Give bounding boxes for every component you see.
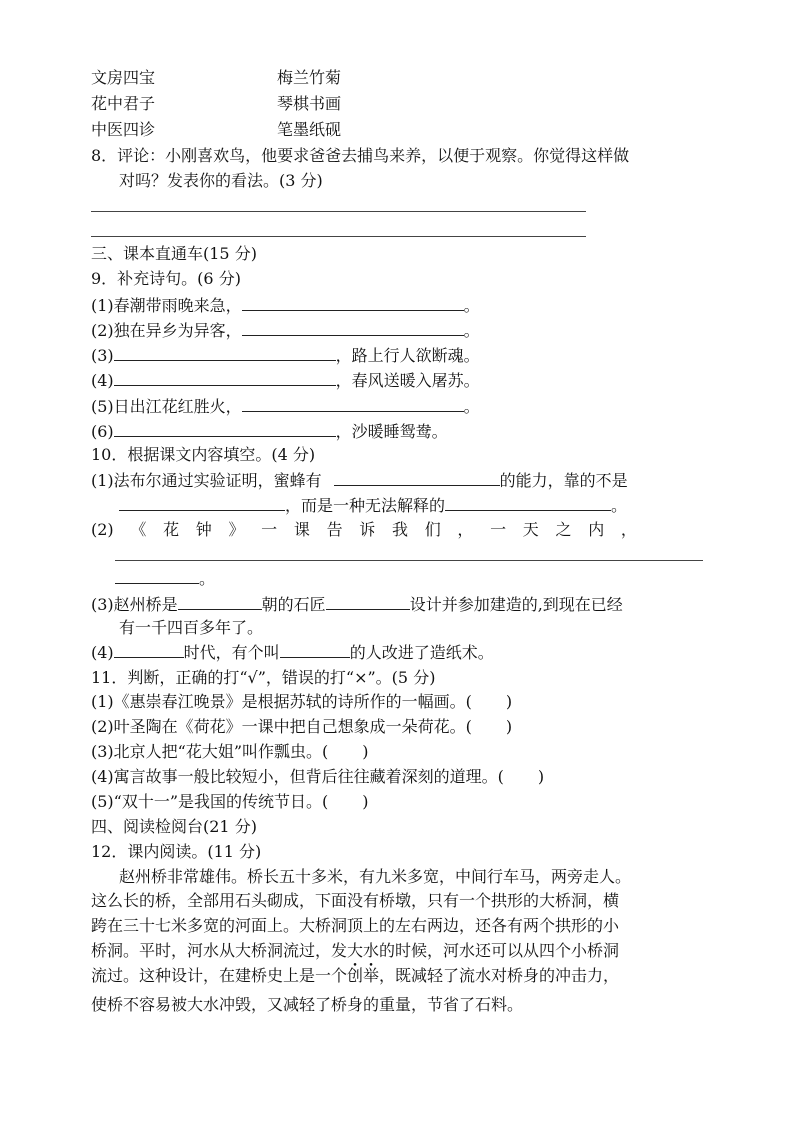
q11-title: 11．判断，正确的打“√”，错误的打“×”。(5 分) — [91, 668, 436, 687]
q8-line1: 8．评论：小刚喜欢鸟，他要求爸爸去捕鸟来养，以便于观察。你觉得这样做 — [91, 146, 630, 165]
section-4-heading: 四、阅读检阅台(21 分) — [91, 817, 257, 836]
q9-item-3: (3) ，路上行人欲断魂。 — [91, 343, 480, 368]
q10-item-3-cont: 有一千四百多年了。 — [119, 618, 264, 637]
passage-line: 跨在三十七米多宽的河面上。大桥洞顶上的左右两边，还各有两个拱形的小 — [91, 916, 620, 935]
match-row — [91, 66, 342, 90]
match-left: 中医四诊 — [91, 120, 156, 139]
q9-title: 9．补充诗句。(6 分) — [91, 269, 241, 288]
passage-line: 流过。这种设计，在建桥史上是一个创举，既减轻了流水对桥身的冲击力， — [91, 966, 620, 985]
fill-blank[interactable] — [114, 343, 336, 361]
passage-line: 这么长的桥，全部用石头砌成，下面没有桥墩，只有一个拱形的大桥洞，横 — [91, 891, 620, 910]
fill-blank[interactable] — [114, 640, 184, 658]
fill-blank[interactable] — [242, 293, 464, 311]
q10-item-3: (3)赵州桥是 朝的石匠 设计并参加建造的,到现在已经 — [91, 592, 623, 617]
passage-line: 赵州桥非常雄伟。桥长五十多米，有九米多宽，中间行车马，两旁走人。 — [119, 867, 632, 886]
q10-item-2: (2) 《 花 钟 》 一 课 告 诉 我 们 ， 一 天 之 内 ， — [91, 520, 637, 539]
match-left: 文房四宝 — [91, 68, 156, 87]
q9-item-5: (5)日出江花红胜火， 。 — [91, 394, 480, 419]
q10-item-1: (1)法布尔通过实验证明，蜜蜂有 的能力，靠的不是 — [91, 468, 628, 493]
q9-item-4: (4) ，春风送暖入屠苏。 — [91, 368, 480, 393]
section-3-heading: 三、课本直通车(15 分) — [91, 244, 257, 263]
q9-item-2: (2)独在异乡为异客， 。 — [91, 318, 480, 343]
passage-line: 桥洞。平时，河水从大桥洞流过，发大水的时候，河水还可以从四个小桥洞 — [91, 941, 620, 960]
q10-title: 10．根据课文内容填空。(4 分) — [91, 445, 316, 464]
q11-item-1: (1)《惠崇春江晚景》是根据苏轼的诗所作的一幅画。( ) — [91, 692, 513, 711]
answer-line[interactable] — [115, 560, 703, 561]
fill-blank[interactable] — [178, 592, 262, 610]
emphasis-char: 创 — [347, 966, 364, 985]
q10-item-1-cont: ，而是一种无法解释的 。 — [119, 493, 627, 518]
q10-item-4: (4) 时代，有个叫 的人改进了造纸术。 — [91, 640, 494, 665]
fill-blank[interactable] — [280, 640, 350, 658]
passage-line: 使桥不容易被大水冲毁，又减轻了桥身的重量，节省了石料。 — [91, 995, 524, 1014]
q9-item-1: (1)春潮带雨晚来急， 。 — [91, 293, 480, 318]
q9-item-6: (6) ，沙暖睡鸳鸯。 — [91, 419, 448, 444]
match-left: 花中君子 — [91, 94, 156, 113]
fill-blank[interactable] — [114, 419, 336, 437]
fill-blank[interactable] — [119, 493, 285, 511]
match-row — [91, 118, 342, 142]
q11-item-4: (4)寓言故事一般比较短小，但背后往往藏着深刻的道理。( ) — [91, 767, 545, 786]
fill-blank[interactable] — [115, 566, 199, 584]
fill-blank[interactable] — [114, 368, 336, 386]
answer-line[interactable] — [91, 236, 586, 237]
answer-line[interactable] — [91, 211, 586, 212]
match-right: 琴棋书画 — [277, 94, 342, 113]
q11-item-5: (5)“双十一”是我国的传统节日。( ) — [91, 792, 369, 811]
match-row — [91, 92, 342, 116]
q11-item-2: (2)叶圣陶在《荷花》一课中把自己想象成一朵荷花。( ) — [91, 717, 513, 736]
fill-blank[interactable] — [445, 493, 611, 511]
q10-item-2-cont: 。 — [115, 566, 215, 591]
match-right: 笔墨纸砚 — [277, 120, 342, 139]
fill-blank[interactable] — [334, 468, 500, 486]
q12-title: 12．课内阅读。(11 分) — [91, 842, 262, 861]
fill-blank[interactable] — [242, 394, 464, 412]
emphasis-char: 举 — [363, 966, 380, 985]
q8-line2: 对吗？发表你的看法。(3 分) — [119, 171, 323, 190]
fill-blank[interactable] — [242, 318, 464, 336]
q11-item-3: (3)北京人把“花大姐”叫作瓢虫。( ) — [91, 742, 369, 761]
match-right: 梅兰竹菊 — [277, 68, 342, 87]
fill-blank[interactable] — [326, 592, 410, 610]
